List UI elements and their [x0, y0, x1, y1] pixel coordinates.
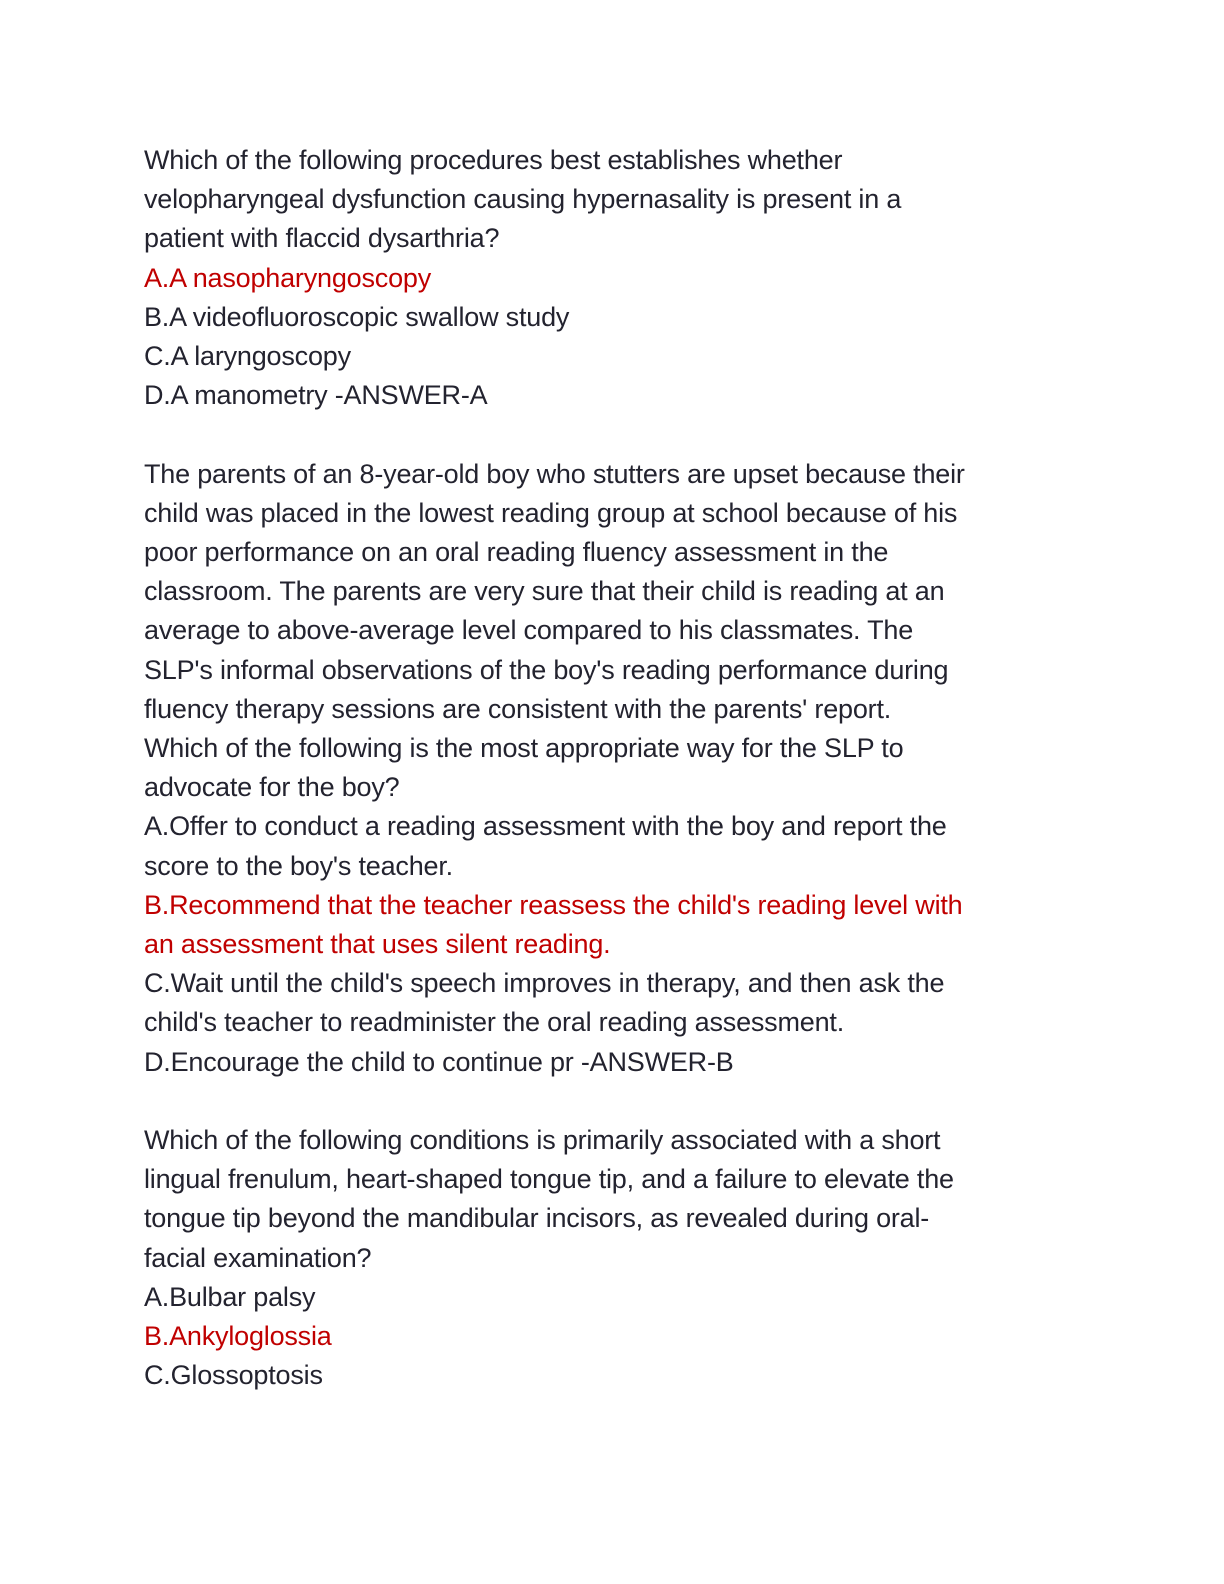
question-stem-line: child was placed in the lowest reading group at school because of his: [144, 497, 958, 528]
question-stem-line: facial examination?: [144, 1242, 372, 1273]
question-stem-line: The parents of an 8-year-old boy who stutters are upset because their: [144, 458, 965, 489]
option-a-correct: A.A nasopharyngoscopy: [144, 262, 431, 293]
question-stem-line: fluency therapy sessions are consistent with the parents' report.: [144, 693, 892, 724]
question-stem-line: poor performance on an oral reading fluency assessment in the: [144, 537, 889, 568]
question-stem-line: SLP's informal observations of the boy's reading performance during: [144, 654, 949, 685]
option-b-correct: B.Recommend that the teacher reassess the child's reading level with: [144, 889, 963, 920]
question-stem-line: Which of the following is the most appropriate way for the SLP to: [144, 733, 904, 764]
question-stem-line: classroom. The parents are very sure that their child is reading at an: [144, 576, 945, 607]
option-b-correct: B.Ankyloglossia: [144, 1321, 332, 1352]
option-b: B.A videofluoroscopic swallow study: [144, 301, 570, 332]
question-stem-line: patient with flaccid dysarthria?: [144, 223, 500, 254]
question-stem-line: Which of the following conditions is primarily associated with a short: [144, 1125, 941, 1156]
question-3: [144, 1121, 1084, 1395]
question-stem-line: average to above-average level compared to his classmates. The: [144, 615, 914, 646]
question-stem-line: velopharyngeal dysfunction causing hypernasality is present in a: [144, 184, 902, 215]
option-b-correct-continued: an assessment that uses silent reading.: [144, 929, 611, 960]
option-a-continued: score to the boy's teacher.: [144, 850, 453, 881]
question-1: [144, 141, 1084, 415]
question-2: [144, 455, 1084, 1082]
option-d-with-answer-key: D.Encourage the child to continue pr -ANSWER-B: [144, 1046, 734, 1077]
spacer: [144, 1082, 1084, 1121]
spacer: [144, 415, 1084, 454]
document-page: [144, 141, 1084, 1395]
question-stem-line: lingual frenulum, heart-shaped tongue tip, and a failure to elevate the: [144, 1164, 954, 1195]
option-c: C.Glossoptosis: [144, 1360, 323, 1391]
option-a: A.Bulbar palsy: [144, 1281, 316, 1312]
question-stem-line: advocate for the boy?: [144, 772, 400, 803]
question-stem-line: Which of the following procedures best establishes whether: [144, 145, 843, 175]
option-d-with-answer-key: D.A manometry -ANSWER-A: [144, 380, 488, 411]
option-c: C.A laryngoscopy: [144, 341, 351, 372]
option-c-continued: child's teacher to readminister the oral reading assessment.: [144, 1007, 845, 1038]
option-c: C.Wait until the child's speech improves in therapy, and then ask the: [144, 968, 945, 999]
question-stem-line: tongue tip beyond the mandibular incisors, as revealed during oral-: [144, 1203, 930, 1234]
option-a: A.Offer to conduct a reading assessment with the boy and report the: [144, 811, 947, 842]
